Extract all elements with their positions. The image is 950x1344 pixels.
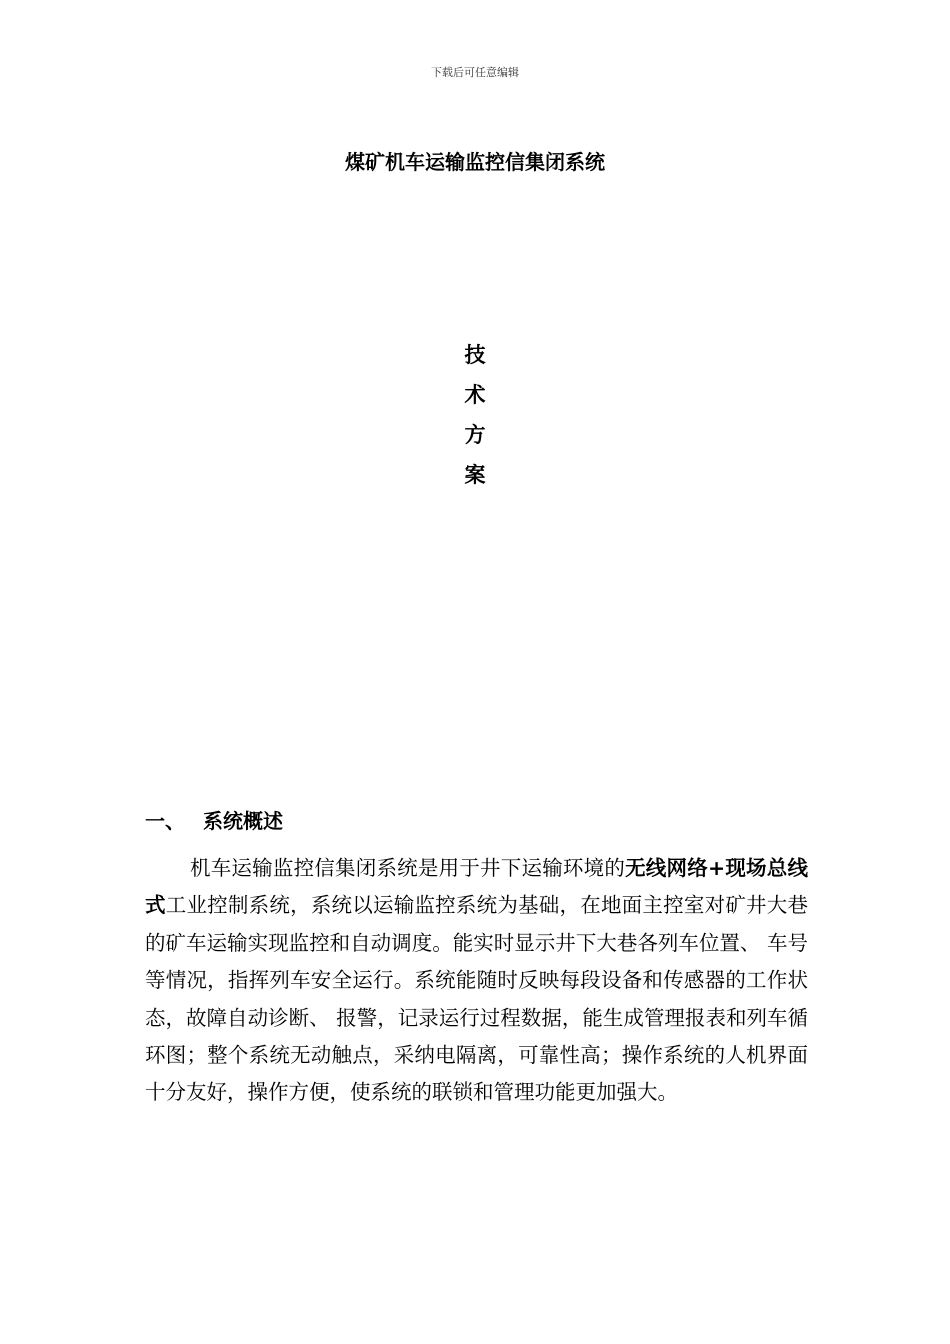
vertical-subtitle <box>455 335 495 495</box>
subtitle-char: 技 <box>464 343 486 367</box>
document-title: 煤矿机车运输监控信集闭系统 <box>345 150 605 174</box>
paragraph-text-part2: 工业控制系统，系统以运输监控系统为基础，在地面主控室对矿井大巷的矿车运输实现监控和自动调度。能实时显示井下大巷各列车位置、 车号等情况，指挥列车安全运行。系统能随时反映每段设备和传感器的工作状态，故障自动诊断、 报警，记录运行过程数据，能生成管理报表和列车循环图；整个系统无动触点，采纳电隔离，可靠性高；操作系统的人机界面十分友好，操作方便，使系统的联锁和管理功能更加强大。 <box>145 893 809 1105</box>
section-heading <box>145 806 283 836</box>
section-number: 一、 <box>145 809 185 833</box>
paragraph-bold-term: 无线网络+现场总线式 <box>145 856 808 918</box>
paragraph-text-part1: 机车运输监控信集闭系统是用于井下运输环境的 <box>190 856 626 880</box>
page-header-note: 下载后可任意编辑 <box>431 66 519 79</box>
subtitle-char: 案 <box>464 463 486 487</box>
subtitle-char: 方 <box>464 423 486 447</box>
section-paragraph <box>145 850 808 1112</box>
subtitle-char: 术 <box>464 383 486 407</box>
section-heading-text: 系统概述 <box>203 809 283 833</box>
